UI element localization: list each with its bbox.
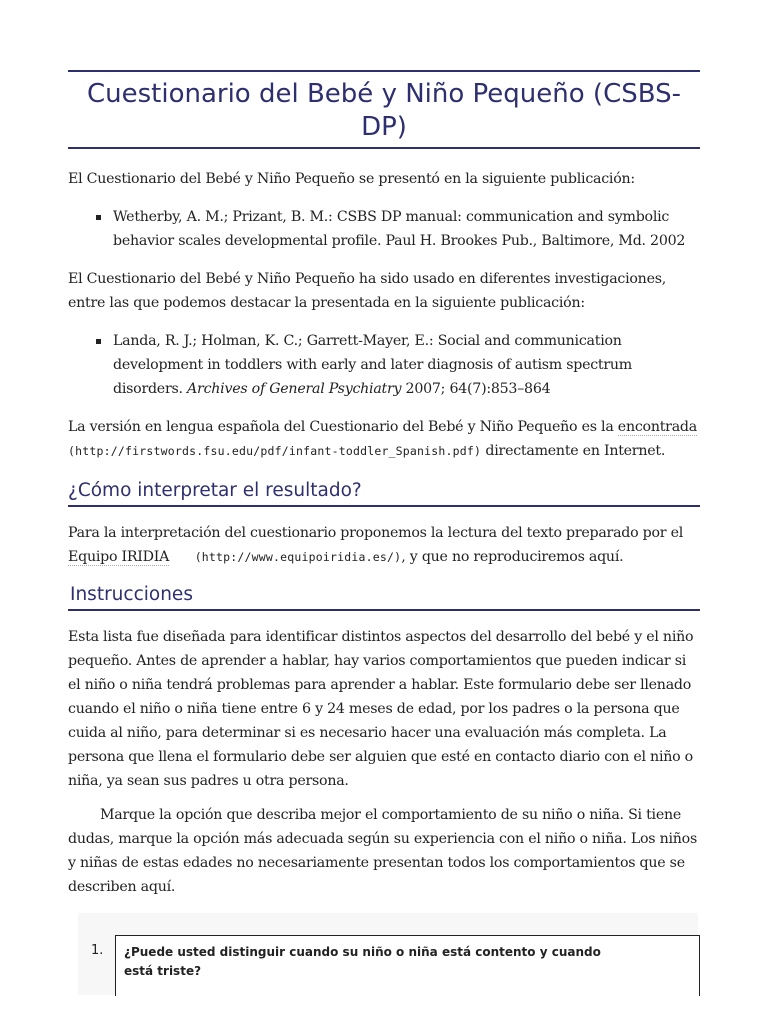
title-acronym: CSBS-DP [361, 79, 682, 142]
reference-item [68, 205, 700, 253]
reference-list-2 [68, 329, 700, 401]
title-main: Cuestionario del Bebé y Niño Pequeño [86, 79, 593, 109]
interpretation-text: Para la interpretación del cuestionario proponemos la lectura del texto preparado por el [68, 525, 684, 541]
instructions-paragraph-1: Esta lista fue diseñada para identificar distintos aspectos del desarrollo del bebé y el niño pequeño. Antes de aprender a hablar, hay varios comportamientos que pueden indicar si el niño o niña tendrá problemas para aprender a hablar. Este formulario debe ser llenado cuando el niño o niña tiene entre 6 y 24 meses de edad, por los padres o la persona que cuida al niño, para determinar si es necesario hacer una evaluación más completa. La persona que llena el formulario debe ser alguien que esté en contacto diario con el niño o niña, ya sean sus padres u otra persona. [68, 629, 694, 789]
title-paren-open: ( [592, 79, 604, 109]
instructions-paragraph-2: Marque la opción que describa mejor el comportamiento de su niño o niña. Si tiene dudas, marque la opción más adecuada según su experiencia con el niño o niña. Los niños y niñas de estas edades no necesariamente presentan todos los comportamientos que se describen aquí. [68, 807, 697, 895]
interpretation-text-end: , y que no reproduciremos aquí. [401, 549, 624, 565]
interpretation-paragraph [68, 521, 700, 569]
journal-name: Archives of General Psychiatry [187, 381, 402, 397]
question-text: ¿Puede usted distinguir cuando su niño o niña está contento y cuando está triste? [124, 945, 601, 978]
reference-item [68, 329, 700, 401]
iridia-url: (http://www.equipoiridia.es/) [194, 550, 402, 564]
intro-paragraph: El Cuestionario del Bebé y Niño Pequeño se presentó en la siguiente publicación: [68, 171, 635, 187]
spanish-url: (http://firstwords.fsu.edu/pdf/infant-toddler_Spanish.pdf) [68, 444, 482, 458]
bullet-icon [96, 339, 101, 344]
encontrada-link[interactable]: encontrada [617, 419, 697, 435]
title-block [68, 70, 700, 149]
iridia-link[interactable]: Equipo IRIDIA [68, 549, 170, 565]
instructions-heading: Instrucciones [68, 583, 700, 611]
question-block [78, 913, 698, 995]
question-frame [115, 935, 700, 996]
title-paren-close: ) [396, 112, 407, 142]
reference-text: Landa, R. J.; Holman, K. C.; Garrett-Mayer, E.: Social and communication development in toddlers with early and later diagnosis of autism spectrum disorders. [113, 333, 633, 397]
reference-list-1 [68, 205, 700, 253]
reference-citation: 2007; 64(7):853–864 [401, 381, 551, 397]
bullet-icon [96, 215, 101, 220]
interpretation-heading: ¿Cómo interpretar el resultado? [68, 479, 700, 507]
spanish-text-end: directamente en Internet. [481, 443, 666, 459]
usage-paragraph: El Cuestionario del Bebé y Niño Pequeño ha sido usado en diferentes investigaciones, entre las que podemos destacar la presentada en la siguiente publicación: [68, 271, 667, 311]
reference-text: Wetherby, A. M.; Prizant, B. M.: CSBS DP manual: communication and symbolic behavior scales developmental profile. Paul H. Brookes Pub., Baltimore, Md. 2002 [113, 209, 686, 249]
document-content [68, 70, 700, 995]
question-number: 1. [91, 943, 104, 958]
spanish-text: La versión en lengua española del Cuestionario del Bebé y Niño Pequeño es la [68, 419, 618, 435]
page-title [68, 78, 700, 144]
spanish-version-paragraph [68, 415, 700, 463]
